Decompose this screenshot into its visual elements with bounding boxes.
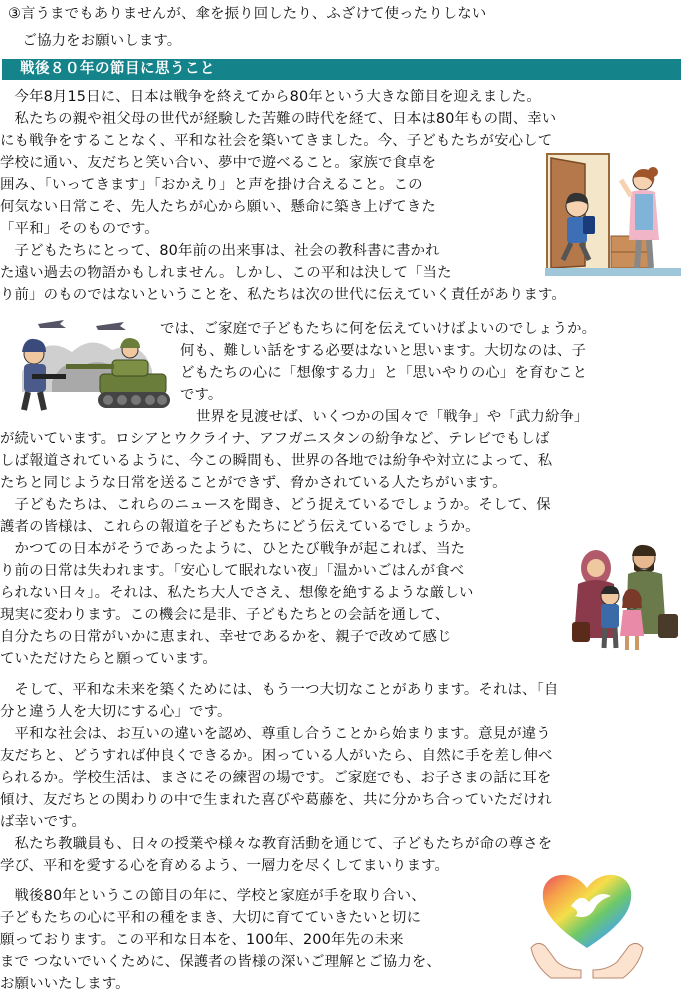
refugee-family-illustration xyxy=(570,538,682,654)
war-soldiers-tank-illustration xyxy=(2,312,174,416)
body-line: です。 xyxy=(180,387,223,403)
body-line: 私たちの親や祖父母の世代が経験した苦難の時代を経て、日本は80年もの間、幸い xyxy=(0,111,557,127)
body-line: 子どもたちの心に平和の種をまき、大切に育てていきたいと切に xyxy=(0,910,422,926)
section-banner xyxy=(2,59,681,80)
body-line: 戦後80年というこの節目の年に、学校と家庭が手を取り合い、 xyxy=(0,888,426,904)
body-line: たちと同じような日常を送ることができず、脅かされている人たちがいます。 xyxy=(0,475,507,491)
body-line: た遠い過去の物語かもしれません。しかし、この平和は決して「当た xyxy=(0,265,452,281)
section-title: 戦後８０年の節目に思うこと xyxy=(20,61,215,77)
body-line: 子どもたちにとって、80年前の出来事は、社会の教科書に書かれ xyxy=(0,243,440,259)
body-line: 何も、難しい話をする必要はないと思います。大切なのは、子 xyxy=(180,343,586,359)
body-line: 友だちと、どうすれば仲良くできるか。困っている人がいたら、自然に手を差し伸べ xyxy=(0,748,553,764)
body-line: にも戦争をすることなく、平和な社会を築いてきました。今、子どもたちが安心して xyxy=(0,133,553,149)
body-line: しば報道されているように、今この瞬間も、世界の各地では紛争や対立によって、私 xyxy=(0,453,553,469)
body-line: 私たち教職員も、日々の授業や様々な教育活動を通じて、子どもたちが命の尊さを xyxy=(0,836,553,852)
body-line: 分と違う人を大切にする心」です。 xyxy=(0,704,232,720)
body-line: どもたちの心に「想像する力」と「思いやりの心」を育むこと xyxy=(180,365,588,381)
body-line: お願いいたします。 xyxy=(0,976,130,992)
body-line: られるか。学校生活は、まさにその練習の場です。ご家庭でも、お子さまの話に耳を xyxy=(0,770,552,786)
body-line: 「平和」そのものです。 xyxy=(0,221,159,237)
body-line: 囲み、「いってきます」「おかえり」と声を掛け合えること。この xyxy=(0,177,423,193)
body-line: 今年8月15日に、日本は戦争を終えてから80年という大きな節目を迎えました。 xyxy=(0,89,541,105)
body-line: 世界を見渡せば、いくつかの国々で「戦争」や「武力紛争」 xyxy=(196,409,589,425)
intro-line: ご協力をお願いします。 xyxy=(8,33,182,49)
body-line: 自分たちの日常がいかに恵まれ、幸せであるかを、親子で改めて感じ xyxy=(0,629,452,645)
body-line: 子どもたちは、これらのニュースを聞き、どう捉えているでしょうか。そして、保 xyxy=(0,497,551,513)
body-line: が続いています。ロシアとウクライナ、アフガニスタンの紛争など、テレビでもしば xyxy=(0,431,550,447)
body-line: 学校に通い、友だちと笑い合い、夢中で遊べること。家族で食卓を xyxy=(0,155,437,171)
rainbow-heart-dove-illustration xyxy=(527,866,647,980)
body-line: り前の日常は失われます。「安心して眠れない夜」「温かいごはんが食べ xyxy=(0,563,465,579)
body-line: そして、平和な未来を築くためには、もう一つ大切なことがあります。それは、「自 xyxy=(0,682,559,698)
body-line: 平和な社会は、お互いの違いを認め、尊重し合うことから始まります。意見が違う xyxy=(0,726,551,742)
body-line: り前」のものではないということを、私たちは次の世代に伝えていく責任があります。 xyxy=(0,287,566,303)
body-line: 何気ない日常こそ、先人たちが心から願い、懸命に築き上げてきた xyxy=(0,199,436,215)
body-line: まで つないでいくために、保護者の皆様の深いご理解とご協力を、 xyxy=(0,954,441,970)
intro-line: ③言うまでもありませんが、傘を振り回したり、ふざけて使ったりしない xyxy=(8,6,487,22)
body-line: 現実に変わります。この機会に是非、子どもたちとの会話を通して、 xyxy=(0,607,450,623)
body-line: 願っております。この平和な日本を、100年、200年先の未来 xyxy=(0,932,404,948)
body-line: ていただけたらと願っています。 xyxy=(0,651,217,667)
body-line: ば幸いです。 xyxy=(0,814,87,830)
body-line: 護者の皆様は、これらの報道を子どもたちにどう伝えているでしょうか。 xyxy=(0,519,480,535)
school-door-illustration xyxy=(545,150,681,278)
body-line: 学び、平和を愛する心を育めるよう、一層力を尽くしてまいります。 xyxy=(0,858,450,874)
body-line: かつての日本がそうであったように、ひとたび戦争が起これば、当た xyxy=(0,541,466,557)
body-line: 傾け、友だちとの関わりの中で生まれた喜びや葛藤を、共に分かち合っていただけれ xyxy=(0,792,552,808)
body-line: では、ご家庭で子どもたちに何を伝えていけばよいのでしょうか。 xyxy=(160,321,597,337)
body-line: られない日々」。それは、私たち大人でさえ、想像を絶するような厳しい xyxy=(0,585,474,601)
